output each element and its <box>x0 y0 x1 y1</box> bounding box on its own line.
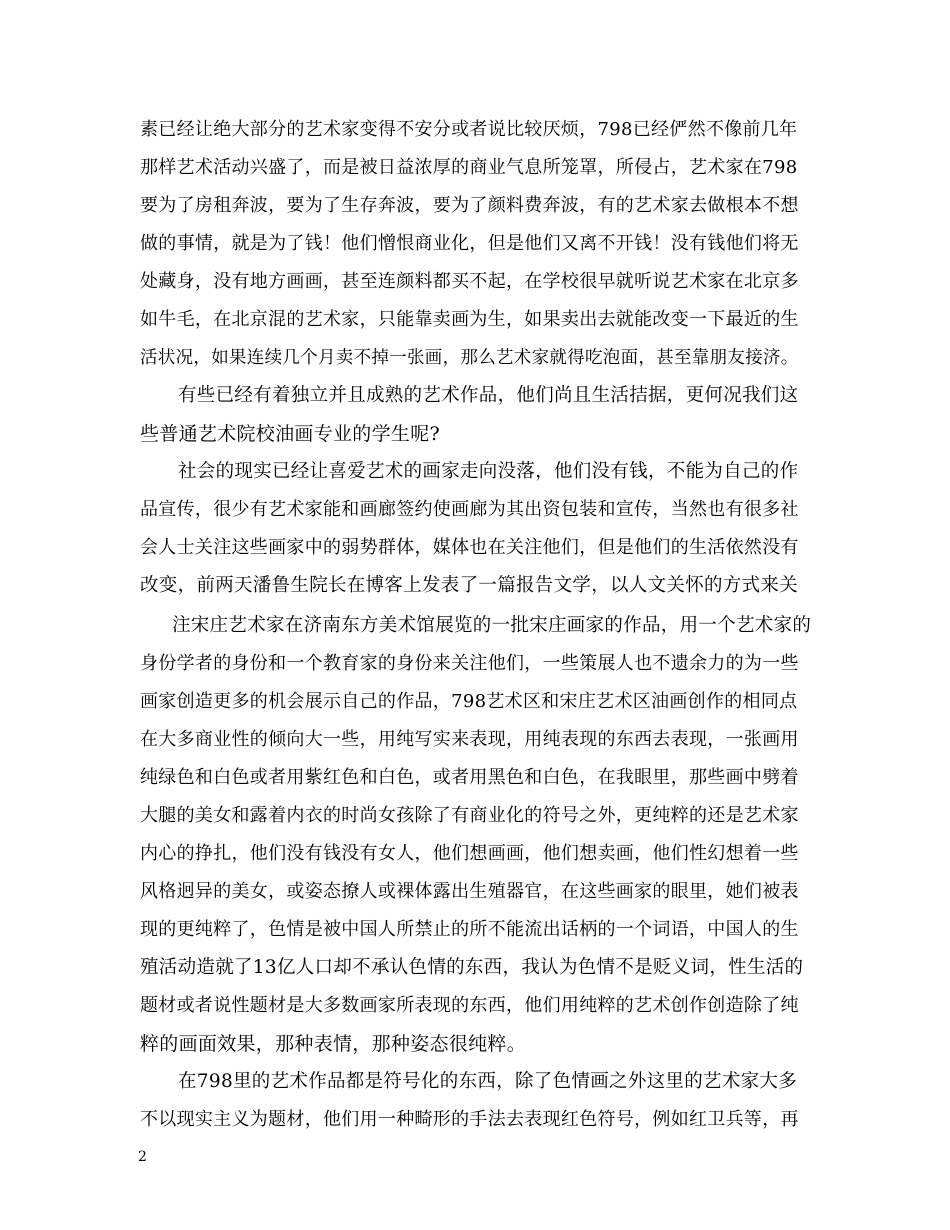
text-line: 风格迥异的美女，或姿态撩人或裸体露出生殖器官，在这些画家的眼里，她们被表 <box>140 881 799 902</box>
text-line: 改变，前两天潘鲁生院长在博客上发表了一篇报告文学，以人文关怀的方式来关 <box>140 575 799 596</box>
text-line: 身份学者的身份和一个教育家的身份来关注他们，一些策展人也不遗余力的为一些 <box>140 653 799 674</box>
text-line: 内心的挣扎，他们没有钱没有女人，他们想画画，他们想卖画，他们性幻想着一些 <box>140 843 799 864</box>
text-line: 些普通艺术院校油画专业的学生呢? <box>140 423 440 445</box>
text-line: 有些已经有着独立并且成熟的艺术作品，他们尚且生活拮据，更何况我们这 <box>178 385 799 406</box>
text-line: 做的事情，就是为了钱！他们憎恨商业化，但是他们又离不开钱！没有钱他们将无 <box>140 233 799 254</box>
text-line: 注宋庄艺术家在济南东方美术馆展览的一批宋庄画家的作品，用一个艺术家的 <box>172 615 812 636</box>
text-line: 会人士关注这些画家中的弱势群体，媒体也在关注他们，但是他们的生活依然没有 <box>140 537 799 558</box>
text-line: 那样艺术活动兴盛了，而是被日益浓厚的商业气息所笼罩，所侵占，艺术家在798 <box>140 157 798 178</box>
page-number: 2 <box>138 1149 147 1165</box>
text-line: 要为了房租奔波，要为了生存奔波，要为了颜料费奔波，有的艺术家去做根本不想 <box>140 195 799 216</box>
text-line: 处藏身，没有地方画画，甚至连颜料都买不起，在学校很早就听说艺术家在北京多 <box>140 271 799 292</box>
text-line: 素已经让绝大部分的艺术家变得不安分或者说比较厌烦，798已经俨然不像前几年 <box>140 119 798 140</box>
text-line: 纯绿色和白色或者用紫红色和白色，或者用黑色和白色，在我眼里，那些画中劈着 <box>140 767 799 788</box>
text-line: 在大多商业性的倾向大一些，用纯写实来表现，用纯表现的东西去表现，一张画用 <box>140 729 799 750</box>
text-line: 不以现实主义为题材，他们用一种畸形的手法去表现红色符号，例如红卫兵等，再 <box>140 1109 799 1130</box>
text-line: 社会的现实已经让喜爱艺术的画家走向没落，他们没有钱，不能为自己的作 <box>178 461 799 482</box>
text-line: 殖活动造就了13亿人口却不承认色情的东西，我认为色情不是贬义词，性生活的 <box>140 957 804 978</box>
text-line: 画家创造更多的机会展示自己的作品，798艺术区和宋庄艺术区油画创作的相同点 <box>140 691 798 712</box>
text-line: 粹的画面效果，那种表情，那种姿态很纯粹。 <box>140 1033 527 1055</box>
text-line: 现的更纯粹了，色情是被中国人所禁止的所不能流出话柄的一个词语，中国人的生 <box>140 919 799 940</box>
text-line: 题材或者说性题材是大多数画家所表现的东西，他们用纯粹的艺术创作创造除了纯 <box>140 995 799 1016</box>
text-line: 品宣传，很少有艺术家能和画廊签约使画廊为其出资包装和宣传，当然也有很多社 <box>140 499 799 520</box>
text-line: 如牛毛，在北京混的艺术家，只能靠卖画为生，如果卖出去就能改变一下最近的生 <box>140 309 799 330</box>
text-line: 在798里的艺术作品都是符号化的东西，除了色情画之外这里的艺术家大多 <box>178 1071 798 1092</box>
text-line: 大腿的美女和露着内衣的时尚女孩除了有商业化的符号之外，更纯粹的还是艺术家 <box>140 805 799 826</box>
text-line: 活状况，如果连续几个月卖不掉一张画，那么艺术家就得吃泡面，甚至靠朋友接济。 <box>140 348 799 368</box>
